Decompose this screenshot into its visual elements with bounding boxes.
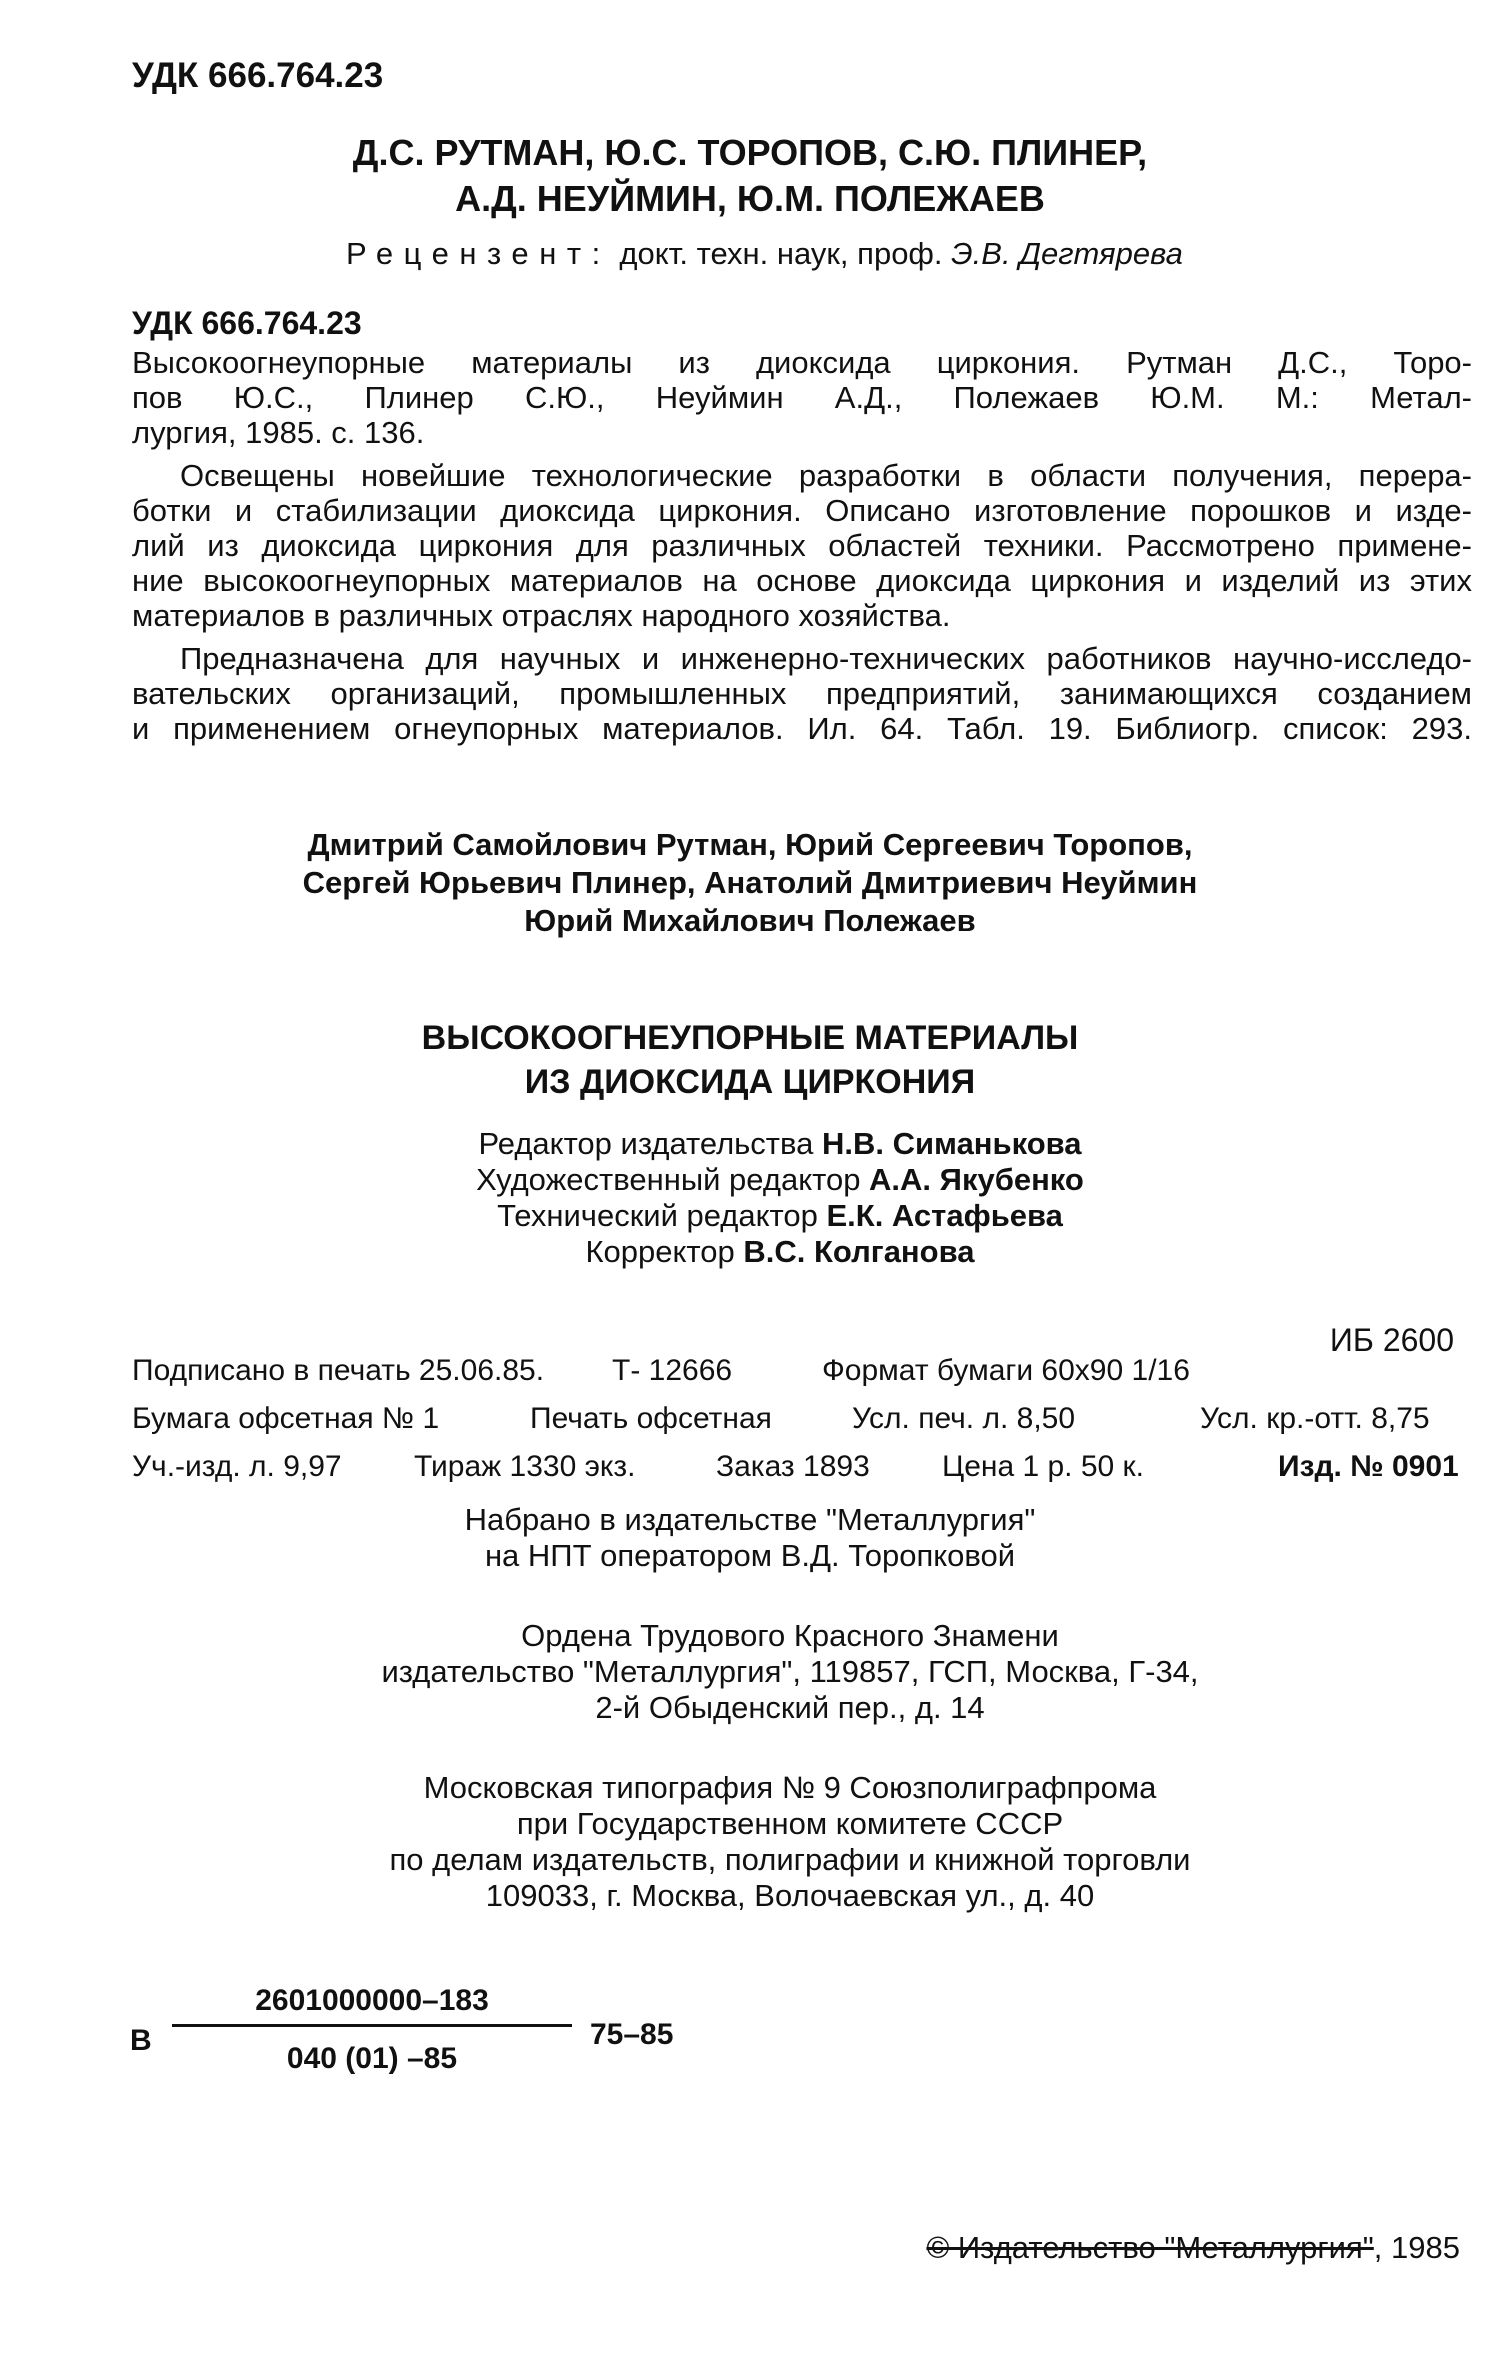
- typeset-info: [300, 1502, 1200, 1574]
- printer-line: по делам издательств, полиграфии и книжной торговли: [389, 1842, 1191, 1877]
- imprint-t-number: Т- 12666: [612, 1354, 733, 1387]
- code-numerator: 2601000000–183: [255, 1984, 489, 2017]
- printer-line: Московская типография № 9 Союзполиграфпрома: [423, 1770, 1157, 1805]
- imprint-run: Тираж 1330 экз.: [414, 1450, 636, 1483]
- imprint-print-sheets: Усл. печ. л. 8,50: [852, 1402, 1076, 1435]
- annotation-text-line: вательских организаций, промышленных предприятий, занимающихся созданием: [132, 676, 1472, 711]
- printer-line: при Государственном комитете СССР: [516, 1806, 1064, 1841]
- fraction-bar: [172, 2024, 572, 2027]
- ib-number: ИБ 2600: [1329, 1322, 1454, 1358]
- imprint-price: Цена 1 р. 50 к.: [942, 1450, 1145, 1483]
- full-names-line: Сергей Юрьевич Плинер, Анатолий Дмитриевич Неуймин: [302, 865, 1198, 900]
- annotation-text-line: материалов в различных отраслях народного хозяйства.: [132, 598, 951, 633]
- publisher-info: [300, 1618, 1280, 1726]
- imprint-row: [132, 1354, 1472, 1402]
- imprint-block: [132, 1354, 1472, 1498]
- printer-info: [300, 1770, 1280, 1914]
- editor-line: [430, 1162, 1130, 1198]
- annotation-text-line: Освещены новейшие технологические разработки в области получения, перера-: [180, 458, 1472, 493]
- editor-line: [430, 1126, 1130, 1162]
- imprint-format: Формат бумаги 60х90 1/16: [822, 1354, 1190, 1387]
- imprint-color-sheets: Усл. кр.-отт. 8,75: [1200, 1402, 1430, 1435]
- code-denominator: 040 (01) –85: [286, 2042, 458, 2075]
- udk-code: УДК 666.764.23: [132, 56, 384, 95]
- annotation-bib-line: лургия, 1985. с. 136.: [132, 415, 425, 450]
- reviewer-name: Э.В. Дегтярева: [951, 236, 1183, 271]
- annotation-text-line: Предназначена для научных и инженерно-технических работников научно-исследо-: [180, 641, 1472, 676]
- code-letter: В: [130, 2024, 152, 2057]
- annotation-udk: УДК 666.764.23: [132, 305, 362, 341]
- imprint-paper: Бумага офсетная № 1: [132, 1402, 440, 1435]
- editors-block: [430, 1126, 1130, 1270]
- imprint-edition-number: Изд. № 0901: [1278, 1450, 1459, 1483]
- book-title: [300, 1016, 1200, 1104]
- imprint-print-type: Печать офсетная: [530, 1402, 772, 1435]
- annotation-text-line: ботки и стабилизации диоксида циркония. Описано изготовление порошков и изде-: [132, 493, 1472, 528]
- editor-name: А.А. Якубенко: [869, 1162, 1084, 1197]
- editor-line: [430, 1234, 1130, 1270]
- editor-role: Корректор: [585, 1234, 744, 1269]
- imprint-order: Заказ 1893: [716, 1450, 870, 1483]
- typeset-line: на НПТ оператором В.Д. Торопковой: [484, 1538, 1016, 1573]
- imprint-edition-sheets: Уч.-изд. л. 9,97: [132, 1450, 342, 1483]
- editor-name: Е.К. Астафьева: [826, 1198, 1063, 1233]
- code-suffix: 75–85: [590, 2018, 674, 2051]
- editor-name: В.С. Колганова: [743, 1234, 975, 1269]
- authors-line-1: Д.С. РУТМАН, Ю.С. ТОРОПОВ, С.Ю. ПЛИНЕР,: [352, 132, 1148, 173]
- full-names-line: Юрий Михайлович Полежаев: [524, 903, 976, 938]
- authors-full-names: [300, 826, 1200, 940]
- editor-line: [430, 1198, 1130, 1234]
- imprint-signed: Подписано в печать 25.06.85.: [132, 1354, 545, 1387]
- annotation-text-line: ние высокоогнеупорных материалов на основе диоксида циркония и изделий из этих: [132, 563, 1472, 598]
- annotation-bib-line: Высокоогнеупорные материалы из диоксида циркония. Рутман Д.С., Торо-: [132, 345, 1472, 380]
- copyright-year: , 1985: [1373, 2230, 1460, 2265]
- book-title-line-2: ИЗ ДИОКСИДА ЦИРКОНИЯ: [524, 1063, 976, 1101]
- annotation-bib-line: пов Ю.С., Плинер С.Ю., Неуймин А.Д., Полежаев Ю.М. М.: Метал-: [132, 380, 1472, 415]
- annotation-block: [132, 306, 1472, 746]
- annotation-text-line: лий из диоксида циркония для различных областей техники. Рассмотрено примене-: [132, 528, 1472, 563]
- reviewer-text: докт. техн. наук, проф.: [610, 236, 952, 271]
- copyright-line: [926, 2230, 1460, 2266]
- printer-line: 109033, г. Москва, Волочаевская ул., д. 40: [485, 1878, 1095, 1913]
- imprint-row: [132, 1402, 1472, 1450]
- full-names-line: Дмитрий Самойлович Рутман, Юрий Сергеевич Торопов,: [307, 827, 1193, 862]
- copyright-publisher: © Издательство "Металлургия": [926, 2230, 1374, 2265]
- authors-heading: [300, 130, 1200, 222]
- authors-line-2: А.Д. НЕУЙМИН, Ю.М. ПОЛЕЖАЕВ: [455, 178, 1045, 219]
- publisher-line: 2-й Обыденский пер., д. 14: [595, 1690, 985, 1725]
- catalog-code: [130, 1984, 730, 2094]
- editor-role: Редактор издательства: [478, 1126, 822, 1161]
- annotation-text-line: и применением огнеупорных материалов. Ил. 64. Табл. 19. Библиогр. список: 293.: [132, 711, 1472, 746]
- reviewer-label: Рецензент:: [346, 236, 611, 271]
- publisher-line: издательство "Металлургия", 119857, ГСП, Москва, Г-34,: [381, 1654, 1199, 1689]
- publisher-line: Ордена Трудового Красного Знамени: [521, 1618, 1059, 1653]
- reviewer-line: [346, 236, 1183, 272]
- typeset-line: Набрано в издательстве "Металлургия": [464, 1502, 1036, 1537]
- editor-role: Художественный редактор: [476, 1162, 870, 1197]
- editor-role: Технический редактор: [497, 1198, 827, 1233]
- book-title-line-1: ВЫСОКООГНЕУПОРНЫЕ МАТЕРИАЛЫ: [421, 1019, 1079, 1057]
- editor-name: Н.В. Симанькова: [821, 1126, 1082, 1161]
- imprint-row: [132, 1450, 1472, 1498]
